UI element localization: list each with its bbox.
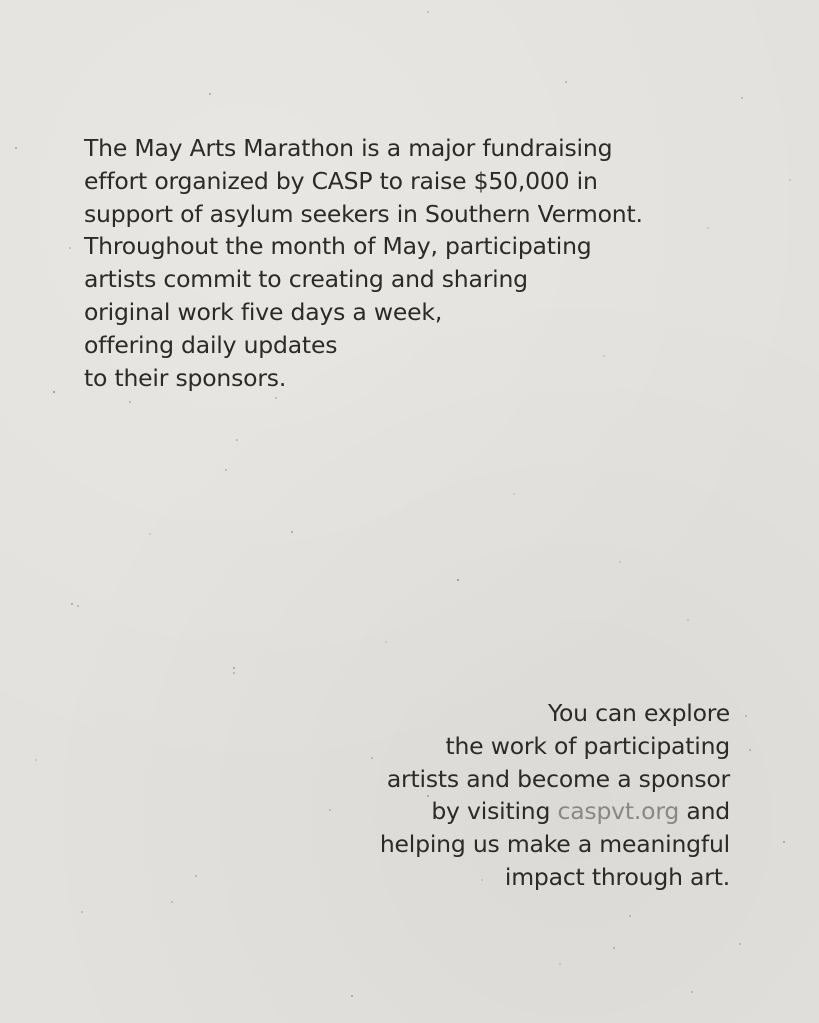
sponsor-line: artists and become a sponsor [386,764,730,793]
intro-paragraph [84,132,764,394]
intro-line: effort organized by CASP to raise $50,000 in [84,166,598,195]
sponsor-paragraph [230,697,730,894]
sponsor-line-suffix: and [679,797,730,826]
intro-line: artists commit to creating and sharing [84,265,528,294]
caspvt-link[interactable]: caspvt.org [557,797,680,826]
sponsor-line: helping us make a meaningful [379,830,730,859]
sponsor-line: impact through art. [504,862,730,891]
sponsor-line: You can explore [547,699,730,727]
sponsor-line: the work of participating [445,731,730,760]
sponsor-line-prefix: by visiting [431,797,558,826]
intro-line: to their sponsors. [84,363,287,392]
intro-line: offering daily updates [84,330,338,359]
sponsor-line-with-link [230,795,730,828]
intro-line: The May Arts Marathon is a major fundraising [84,134,613,162]
intro-line: Throughout the month of May, participating [84,232,592,261]
intro-line: support of asylum seekers in Southern Vermont. [84,199,643,228]
intro-line: original work five days a week, [84,297,443,326]
